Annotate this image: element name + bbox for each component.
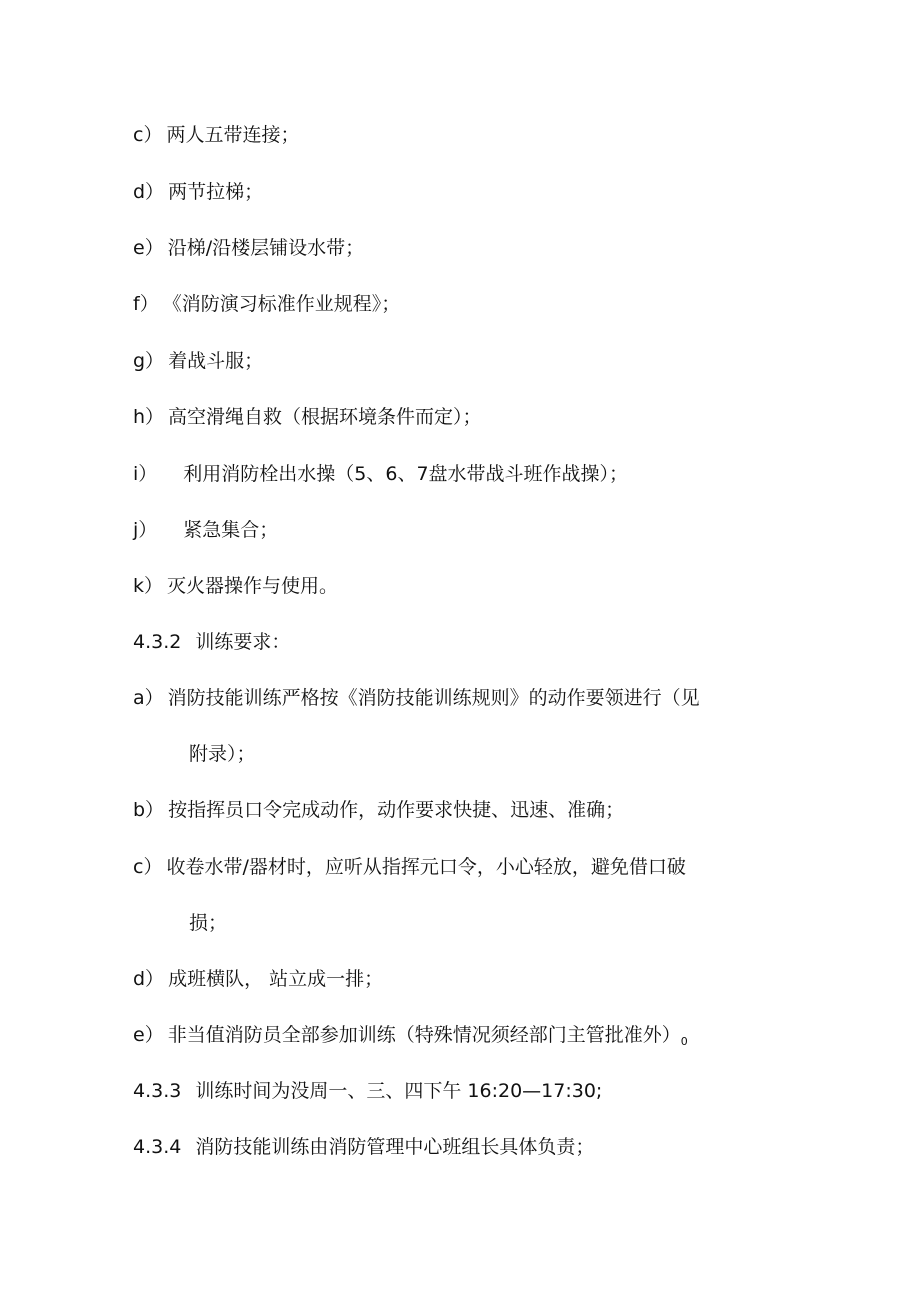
item-marker: e）	[133, 237, 164, 259]
item-marker: c）	[133, 856, 163, 878]
item-text: 附录）；	[189, 743, 256, 765]
item-text: 利用消防栓出水操（5、6、7盘水带战斗班作战操）；	[183, 463, 629, 485]
item-text: 灭火器操作与使用。	[167, 575, 339, 597]
item-text: 着战斗服；	[168, 350, 264, 372]
item-marker: g）	[133, 350, 165, 372]
section-number: 4.3.4	[133, 1136, 182, 1158]
item-marker: a）	[133, 687, 164, 709]
item-marker: c）	[133, 124, 163, 146]
list-item-d-2	[133, 967, 383, 991]
section-text: 训练要求：	[195, 631, 291, 653]
section-number: 4.3.3	[133, 1080, 182, 1102]
section-4-3-3	[133, 1079, 602, 1103]
item-marker: d）	[133, 181, 165, 203]
list-item-f	[133, 292, 400, 316]
list-item-c-2	[133, 855, 686, 879]
section-4-3-2	[133, 630, 290, 654]
list-item-c-2-continuation	[189, 911, 227, 935]
list-item-j	[133, 518, 278, 542]
item-text: 《消防演习标准作业规程》；	[162, 293, 401, 315]
list-item-a-continuation	[189, 742, 256, 766]
section-text: 消防技能训练由消防管理中心班组长具体负责；	[195, 1136, 595, 1158]
list-item-d-1	[133, 180, 263, 204]
list-item-c-1	[133, 123, 299, 147]
item-text: 沿梯/沿楼层铺设水带；	[167, 237, 365, 259]
list-item-g	[133, 349, 263, 373]
list-item-h	[133, 405, 482, 429]
item-marker: k）	[133, 575, 164, 597]
list-item-i	[133, 462, 628, 486]
list-item-a	[133, 686, 700, 710]
item-marker: d）	[133, 968, 165, 990]
item-text: 损；	[189, 912, 228, 934]
item-text: 按指挥员口令完成动作，动作要求快捷、迅速、准确；	[168, 799, 625, 821]
section-4-3-4	[133, 1135, 594, 1159]
item-text: 紧急集合；	[183, 519, 279, 541]
list-item-b	[133, 798, 624, 822]
item-marker: b）	[133, 799, 165, 821]
list-item-e-2	[133, 1023, 688, 1054]
item-marker: f）	[133, 293, 159, 315]
list-item-k	[133, 574, 338, 598]
item-text: 两节拉梯；	[168, 181, 264, 203]
item-text: 两人五带连接；	[166, 124, 300, 146]
item-marker: e）	[133, 1024, 164, 1046]
section-number: 4.3.2	[133, 631, 182, 653]
item-text: 收卷水带/器材时，应听从指挥元口令，小心轻放，避免借口破	[166, 856, 686, 878]
item-text: 成班横队， 站立成一排；	[168, 968, 384, 990]
list-item-e-1	[133, 236, 364, 260]
item-text: 消防技能训练严格按《消防技能训练规则》的动作要领进行（见	[167, 687, 700, 709]
item-marker: h）	[133, 406, 165, 428]
section-text: 训练时间为没周一、三、四下午 16:20—17:30;	[195, 1080, 603, 1102]
item-marker: j）	[133, 519, 158, 541]
item-suffix: 0	[680, 1035, 688, 1048]
item-text: 非当值消防员全部参加训练（特殊情况须经部门主管批准外）	[167, 1024, 681, 1046]
item-marker: i）	[133, 463, 158, 485]
item-text: 高空滑绳自救（根据环境条件而定）；	[168, 406, 482, 428]
